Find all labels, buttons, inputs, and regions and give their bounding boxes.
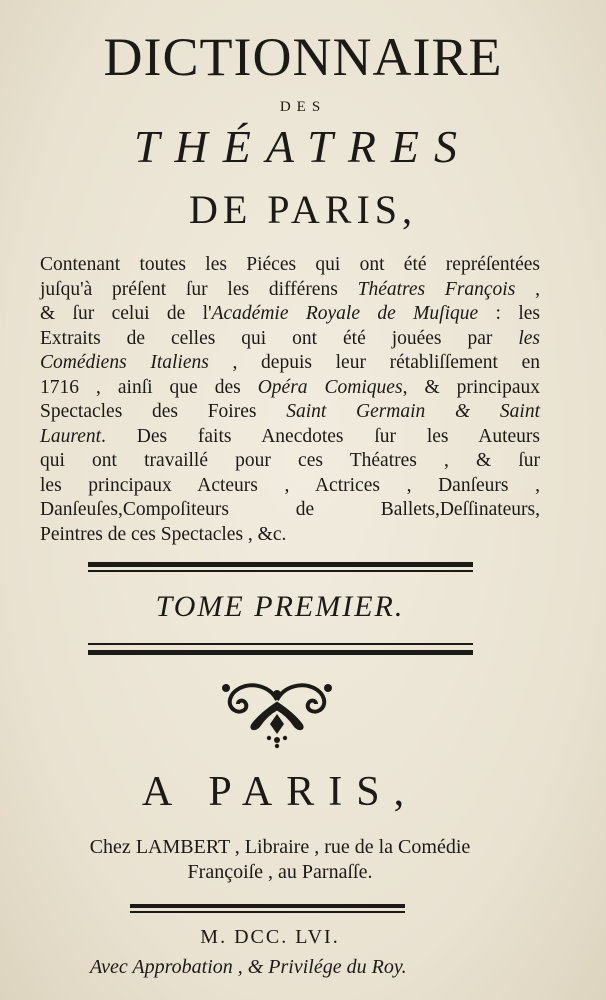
imprint-place: A PARIS, xyxy=(141,769,419,815)
description-line xyxy=(40,278,540,303)
rule-thin xyxy=(130,911,405,913)
description-text: , & principaux xyxy=(402,376,541,398)
double-rule-imprint xyxy=(130,904,405,914)
rule-thick xyxy=(130,904,405,908)
title-line-de-paris: DE PARIS, xyxy=(188,187,418,232)
description-italic: Opéra Comiques xyxy=(257,376,403,398)
fleuron-ornament-icon xyxy=(222,680,332,750)
volume-heading: TOME PREMIER. xyxy=(155,590,405,623)
description-text: Extraits de celles qui ont été jouées par xyxy=(40,327,519,349)
description-line xyxy=(40,425,540,450)
rule-thick xyxy=(88,650,473,655)
description-line: Contenant toutes les Piéces qui ont été repréſentées xyxy=(40,254,540,275)
description-line xyxy=(40,351,540,376)
description-line xyxy=(40,400,540,425)
description-text: , depuis leur rétabliſſement en xyxy=(208,352,540,373)
description-line xyxy=(40,376,540,401)
double-rule-bottom xyxy=(88,643,473,655)
description-line: qui ont travaillé pour ces Théatres , & ſur xyxy=(40,450,540,471)
title-line-dictionnaire: DICTIONNAIRE xyxy=(103,27,503,87)
description-line xyxy=(40,302,540,327)
description-line xyxy=(40,327,540,352)
description-line: les principaux Acteurs , Actrices , Danſeurs , xyxy=(40,474,540,496)
description-text: , xyxy=(515,278,540,300)
description-italic: Laurent xyxy=(40,425,102,447)
imprint-line: Chez LAMBERT , Libraire , rue de la Comédie xyxy=(89,836,471,858)
description-text: 1716 , ainſi que des xyxy=(40,376,258,398)
description-italic: Théatres François xyxy=(357,278,516,300)
description-italic: Saint Germain & Saint xyxy=(286,401,540,422)
description-line: Danſeuſes,Compoſiteurs de Ballets,Deſſinateurs, xyxy=(40,499,540,520)
imprint-line: Françoiſe , au Parnaſſe. xyxy=(187,861,373,883)
double-rule-top xyxy=(88,562,473,574)
publication-date: M. DCC. LVI. xyxy=(200,926,340,948)
description-text: & ſur celui de l' xyxy=(40,303,212,324)
description-italic: Comédiens Italiens xyxy=(40,352,209,373)
description-line: Peintres de ces Spectacles , &c. xyxy=(40,523,287,545)
imprint-publisher xyxy=(0,835,560,885)
description-block xyxy=(40,253,540,547)
description-italic: les xyxy=(518,327,540,349)
rule-thick xyxy=(88,562,473,567)
description-text: : les xyxy=(478,303,540,324)
description-text: Spectacles des Foires xyxy=(40,401,287,422)
description-text: juſqu'à préſent ſur les différens xyxy=(40,278,358,300)
rule-thin xyxy=(88,643,473,645)
description-italic: Académie Royale de Muſique xyxy=(211,303,479,324)
title-line-des: DES xyxy=(279,99,327,115)
privilege-line: Avec Approbation , & Privilége du Roy. xyxy=(90,956,407,978)
description-text: . Des faits Anecdotes ſur les Auteurs xyxy=(101,425,540,447)
title-line-theatres: THÉATRES xyxy=(133,121,473,172)
rule-thin xyxy=(88,570,473,572)
